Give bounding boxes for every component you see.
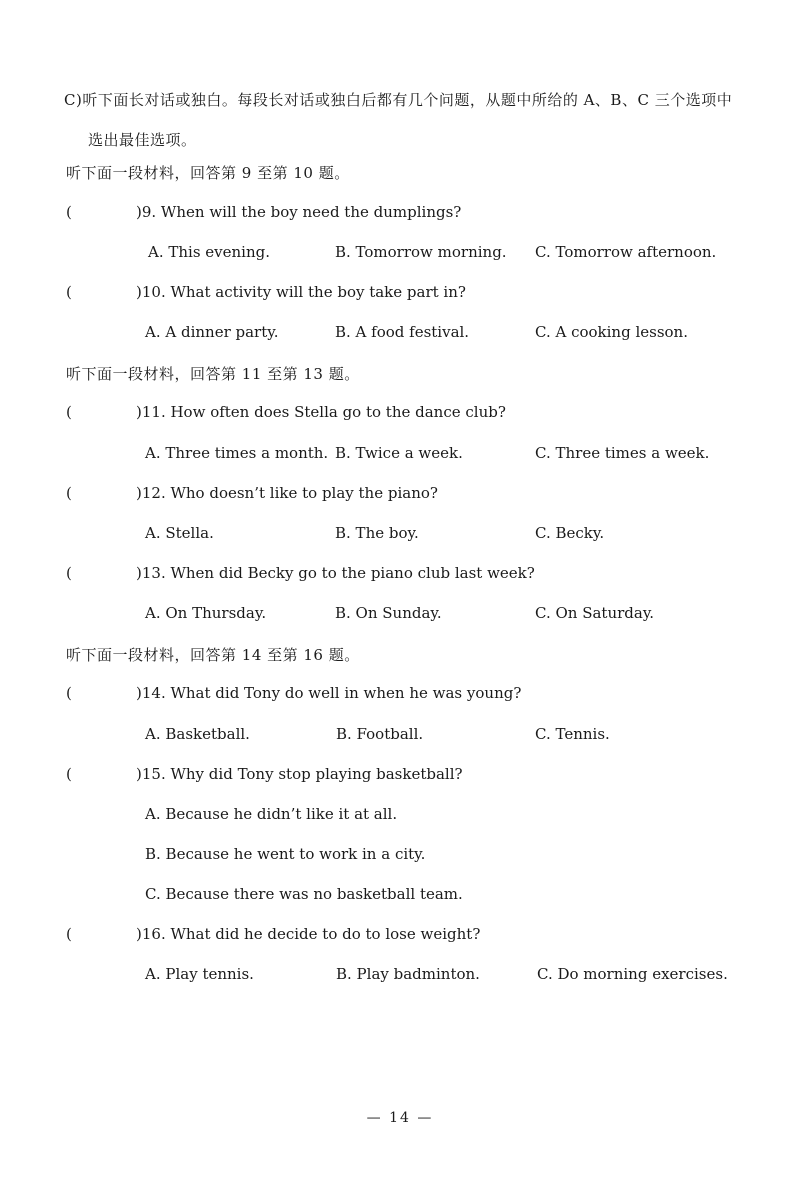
option-a: A. Because he didn’t like it at all.: [145, 805, 398, 823]
question-text: )11. How often does Stella go to the dance club?: [136, 403, 506, 421]
answer-blank[interactable]: (: [66, 765, 72, 783]
option-c: C. Three times a week.: [535, 444, 710, 462]
section-heading-9-10: 听下面一段材料，回答第 9 至第 10 题。: [66, 164, 350, 182]
question-text: )12. Who doesn’t like to play the piano?: [136, 484, 438, 502]
section-heading-14-16: 听下面一段材料，回答第 14 至第 16 题。: [66, 646, 360, 664]
section-heading-11-13: 听下面一段材料，回答第 11 至第 13 题。: [66, 365, 360, 383]
question-9: [66, 203, 461, 221]
option-b: B. Twice a week.: [335, 444, 463, 462]
option-a: A. Three times a month.: [145, 444, 329, 462]
instruction-line-2: 选出最佳选项。: [88, 131, 197, 149]
instruction: [64, 80, 764, 160]
option-a: A. On Thursday.: [145, 604, 267, 622]
option-b: B. Football.: [336, 725, 424, 743]
answer-blank[interactable]: (: [66, 684, 72, 702]
question-11: [66, 403, 506, 421]
question-text: )9. When will the boy need the dumplings?: [136, 203, 462, 221]
option-c: C. Do morning exercises.: [537, 965, 728, 983]
question-15: [66, 765, 463, 783]
question-13: [66, 564, 535, 582]
option-b: B. Play badminton.: [336, 965, 480, 983]
option-b: B. Tomorrow morning.: [335, 243, 507, 261]
option-c: C. Tomorrow afternoon.: [535, 243, 717, 261]
option-b: B. The boy.: [335, 524, 419, 542]
option-a: A. Play tennis.: [145, 965, 254, 983]
question-text: )14. What did Tony do well in when he was young?: [136, 684, 522, 702]
question-text: )13. When did Becky go to the piano club last week?: [136, 564, 535, 582]
question-text: )16. What did he decide to do to lose weight?: [136, 925, 481, 943]
question-text: )15. Why did Tony stop playing basketball?: [136, 765, 463, 783]
option-c: C. A cooking lesson.: [535, 323, 688, 341]
page-number: — 14 —: [366, 1110, 434, 1126]
option-b: B. A food festival.: [335, 323, 470, 341]
option-b: B. Because he went to work in a city.: [145, 845, 426, 863]
option-b: B. On Sunday.: [335, 604, 442, 622]
answer-blank[interactable]: (: [66, 484, 72, 502]
question-16: [66, 925, 480, 943]
option-a: A. A dinner party.: [145, 323, 279, 341]
question-12: [66, 484, 438, 502]
question-text: )10. What activity will the boy take part in?: [136, 283, 466, 301]
answer-blank[interactable]: (: [66, 283, 72, 301]
instruction-line-1: C)听下面长对话或独白。每段长对话或独白后都有几个问题，从题中所给的 A、B、C 三个选项中: [64, 91, 733, 109]
option-c: C. On Saturday.: [535, 604, 655, 622]
answer-blank[interactable]: (: [66, 564, 72, 582]
answer-blank[interactable]: (: [66, 403, 72, 421]
option-c: C. Tennis.: [535, 725, 610, 743]
option-c: C. Because there was no basketball team.: [145, 885, 463, 903]
option-a: A. Stella.: [145, 524, 214, 542]
question-14: [66, 684, 521, 702]
question-10: [66, 283, 466, 301]
answer-blank[interactable]: (: [66, 203, 72, 221]
answer-blank[interactable]: (: [66, 925, 72, 943]
option-c: C. Becky.: [535, 524, 605, 542]
option-a: A. Basketball.: [145, 725, 250, 743]
option-a: A. This evening.: [148, 243, 271, 261]
